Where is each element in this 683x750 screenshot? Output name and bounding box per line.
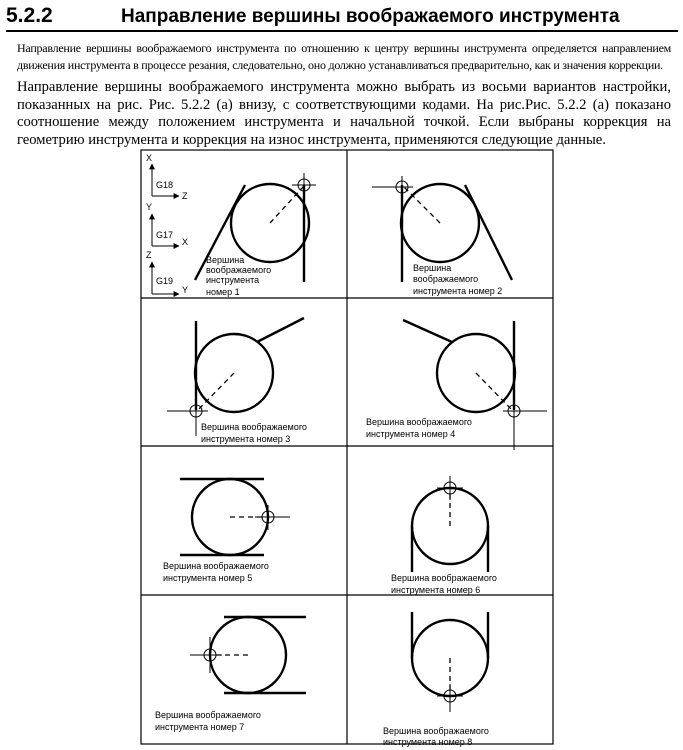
tool-tip-7: [190, 617, 306, 693]
tool-tip-8: [412, 612, 488, 712]
g18-code: G18: [156, 180, 174, 190]
g17-axis-y: Y: [146, 202, 153, 212]
caption-2: [413, 263, 502, 296]
svg-text:Вершина воображаемого: Вершина воображаемого: [391, 573, 497, 583]
g18-axis-z: Z: [182, 191, 188, 201]
g17-code: G17: [156, 230, 174, 240]
section-title: Направление вершины воображаемого инструмента: [121, 6, 620, 27]
g18-axis-x: X: [146, 153, 153, 163]
svg-text:воображаемого: воображаемого: [206, 265, 272, 275]
paragraph-settings: Направление вершины воображаемого инструмента можно выбрать из восьми вариантов настройки, показанных на рис. Рис. 5.2.2 (а) внизу, с соответствующими кодами. На рис.Рис. 5.2.2 (а) показано соотношение между положением инструмента и начальной точкой. Если выбраны коррекция на геометрию инструмента и коррекция на износ инструмента, применяются следующие данные.: [17, 79, 671, 148]
svg-text:инструмента номер 7: инструмента номер 7: [155, 722, 245, 732]
svg-text:инструмента номер 3: инструмента номер 3: [201, 434, 291, 444]
tool-tip-6: [412, 476, 488, 572]
section-number: 5.2.2: [6, 4, 53, 27]
plane-g17: [146, 202, 188, 247]
caption-3: [201, 422, 307, 444]
svg-text:воображаемого: воображаемого: [413, 274, 479, 284]
svg-text:инструмента номер 6: инструмента номер 6: [391, 585, 481, 595]
g19-axis-y: Y: [182, 285, 189, 295]
g17-axis-x: X: [182, 237, 189, 247]
tool-tip-5: [180, 479, 290, 555]
tool-tip-3: [167, 318, 304, 436]
svg-text:Вершина воображаемого: Вершина воображаемого: [383, 726, 489, 736]
caption-5: [163, 561, 269, 583]
tool-edge: [257, 318, 304, 342]
svg-text:Вершина воображаемого: Вершина воображаемого: [155, 710, 261, 720]
svg-text:инструмента номер 2: инструмента номер 2: [413, 286, 503, 296]
tool-edge: [403, 320, 452, 342]
svg-text:Вершина: Вершина: [206, 255, 245, 265]
plane-legend: [146, 153, 188, 295]
svg-text:инструмента: инструмента: [206, 275, 260, 285]
svg-text:инструмента номер 8: инструмента номер 8: [383, 737, 473, 747]
svg-text:номер 1: номер 1: [206, 287, 240, 297]
center-dash: [476, 373, 513, 411]
svg-text:инструмента номер 5: инструмента номер 5: [163, 573, 253, 583]
svg-text:Вершина воображаемого: Вершина воображаемого: [366, 417, 472, 427]
plane-g19: [146, 250, 188, 295]
caption-7: [155, 710, 261, 732]
caption-4: [366, 417, 472, 439]
plane-g18: [146, 153, 188, 201]
caption-6: [391, 573, 497, 595]
center-dash: [403, 186, 440, 223]
svg-text:инструмента номер 4: инструмента номер 4: [366, 429, 456, 439]
center-dash: [197, 373, 234, 411]
paragraph-intro: Направление вершины воображаемого инструмента по отношению к центру вершины инструмента определяется направлением движения инструмента в процессе резания, следовательно, оно должно устанавливаться предварительно, как и значения коррекции.: [17, 41, 671, 72]
g19-code: G19: [156, 276, 174, 286]
svg-text:Вершина: Вершина: [413, 263, 452, 273]
svg-text:Вершина воображаемого: Вершина воображаемого: [201, 422, 307, 432]
center-dash: [270, 186, 304, 223]
g19-axis-z: Z: [146, 250, 152, 260]
svg-text:Вершина воображаемого: Вершина воображаемого: [163, 561, 269, 571]
tool-edge: [465, 185, 512, 280]
